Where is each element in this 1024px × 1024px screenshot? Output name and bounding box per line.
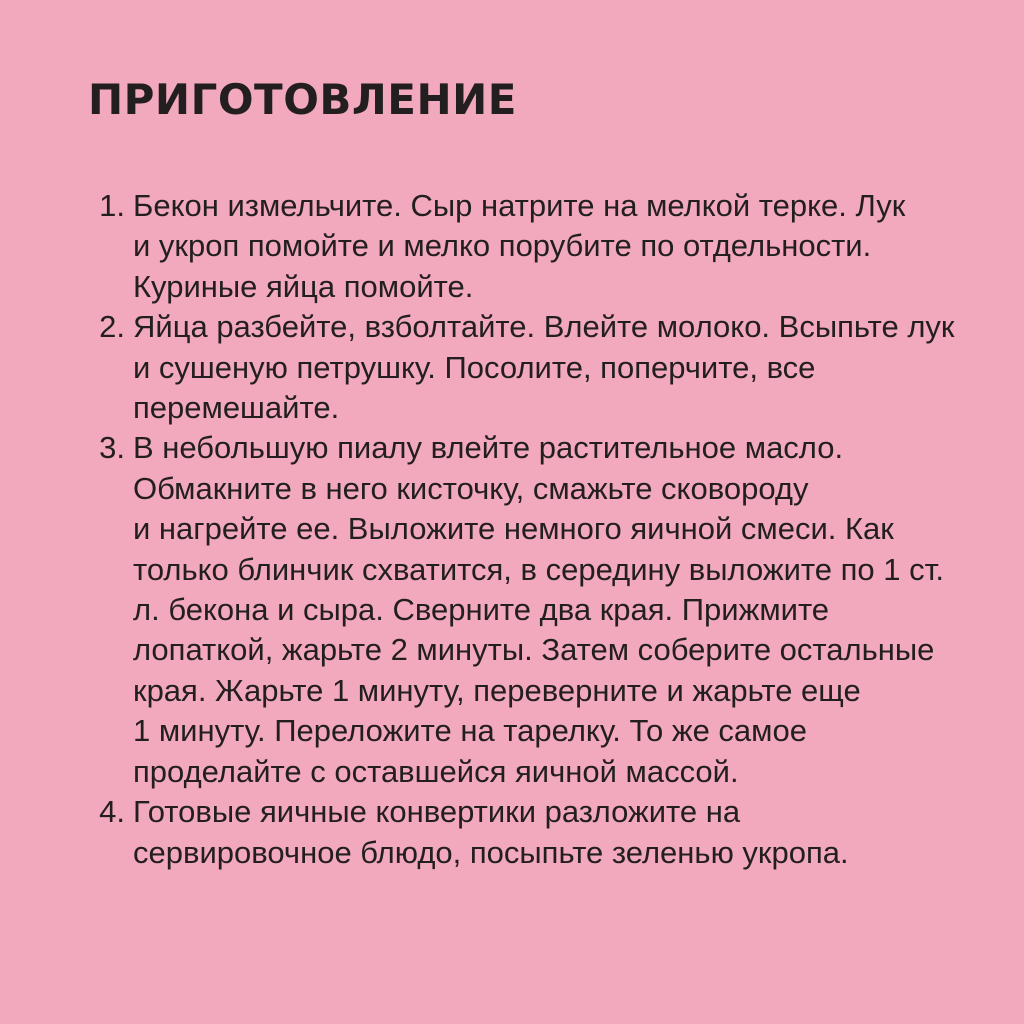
- step-text: [133, 792, 983, 873]
- step-2: [88, 307, 984, 428]
- step-4: [88, 792, 984, 873]
- step-line: только блинчик схватится, в середину выложите по 1 ст.: [133, 551, 944, 587]
- step-3: [88, 428, 984, 792]
- step-text: [133, 186, 983, 307]
- preparation-heading: ПРИГОТОВЛЕНИЕ: [88, 75, 517, 124]
- step-line: 1 минуту. Переложите на тарелку. То же самое: [133, 713, 807, 749]
- step-line: сервировочное блюдо, посыпьте зеленью укропа.: [133, 834, 849, 870]
- step-text: [133, 428, 983, 792]
- step-line: края. Жарьте 1 минуту, переверните и жарьте еще: [133, 672, 861, 708]
- step-line: проделайте с оставшейся яичной массой.: [133, 753, 739, 789]
- step-line: лопаткой, жарьте 2 минуты. Затем соберите остальные: [133, 632, 935, 668]
- step-line: В небольшую пиалу влейте растительное масло.: [133, 430, 844, 466]
- step-1: [88, 186, 984, 307]
- step-line: и сушеную петрушку. Посолите, поперчите, все: [133, 349, 816, 385]
- step-line: перемешайте.: [133, 390, 340, 426]
- step-line: л. бекона и сыра. Сверните два края. Прижмите: [133, 592, 830, 628]
- preparation-steps-list: [88, 186, 984, 873]
- step-line: и укроп помойте и мелко порубите по отдельности.: [133, 228, 872, 264]
- step-line: Бекон измельчите. Сыр натрите на мелкой терке. Лук: [133, 188, 906, 223]
- step-text: [133, 307, 983, 428]
- step-line: Обмакните в него кисточку, смажьте сковороду: [133, 470, 809, 506]
- step-number: 3.: [99, 430, 125, 466]
- step-line: Куриные яйца помойте.: [133, 268, 474, 304]
- step-number: 1.: [99, 188, 125, 223]
- step-line: Готовые яичные конвертики разложите на: [133, 794, 741, 830]
- step-number: 2.: [99, 309, 125, 345]
- step-line: и нагрейте ее. Выложите немного яичной смеси. Как: [133, 511, 894, 547]
- step-number: 4.: [99, 794, 125, 830]
- step-line: Яйца разбейте, взболтайте. Влейте молоко. Всыпьте лук: [133, 309, 955, 345]
